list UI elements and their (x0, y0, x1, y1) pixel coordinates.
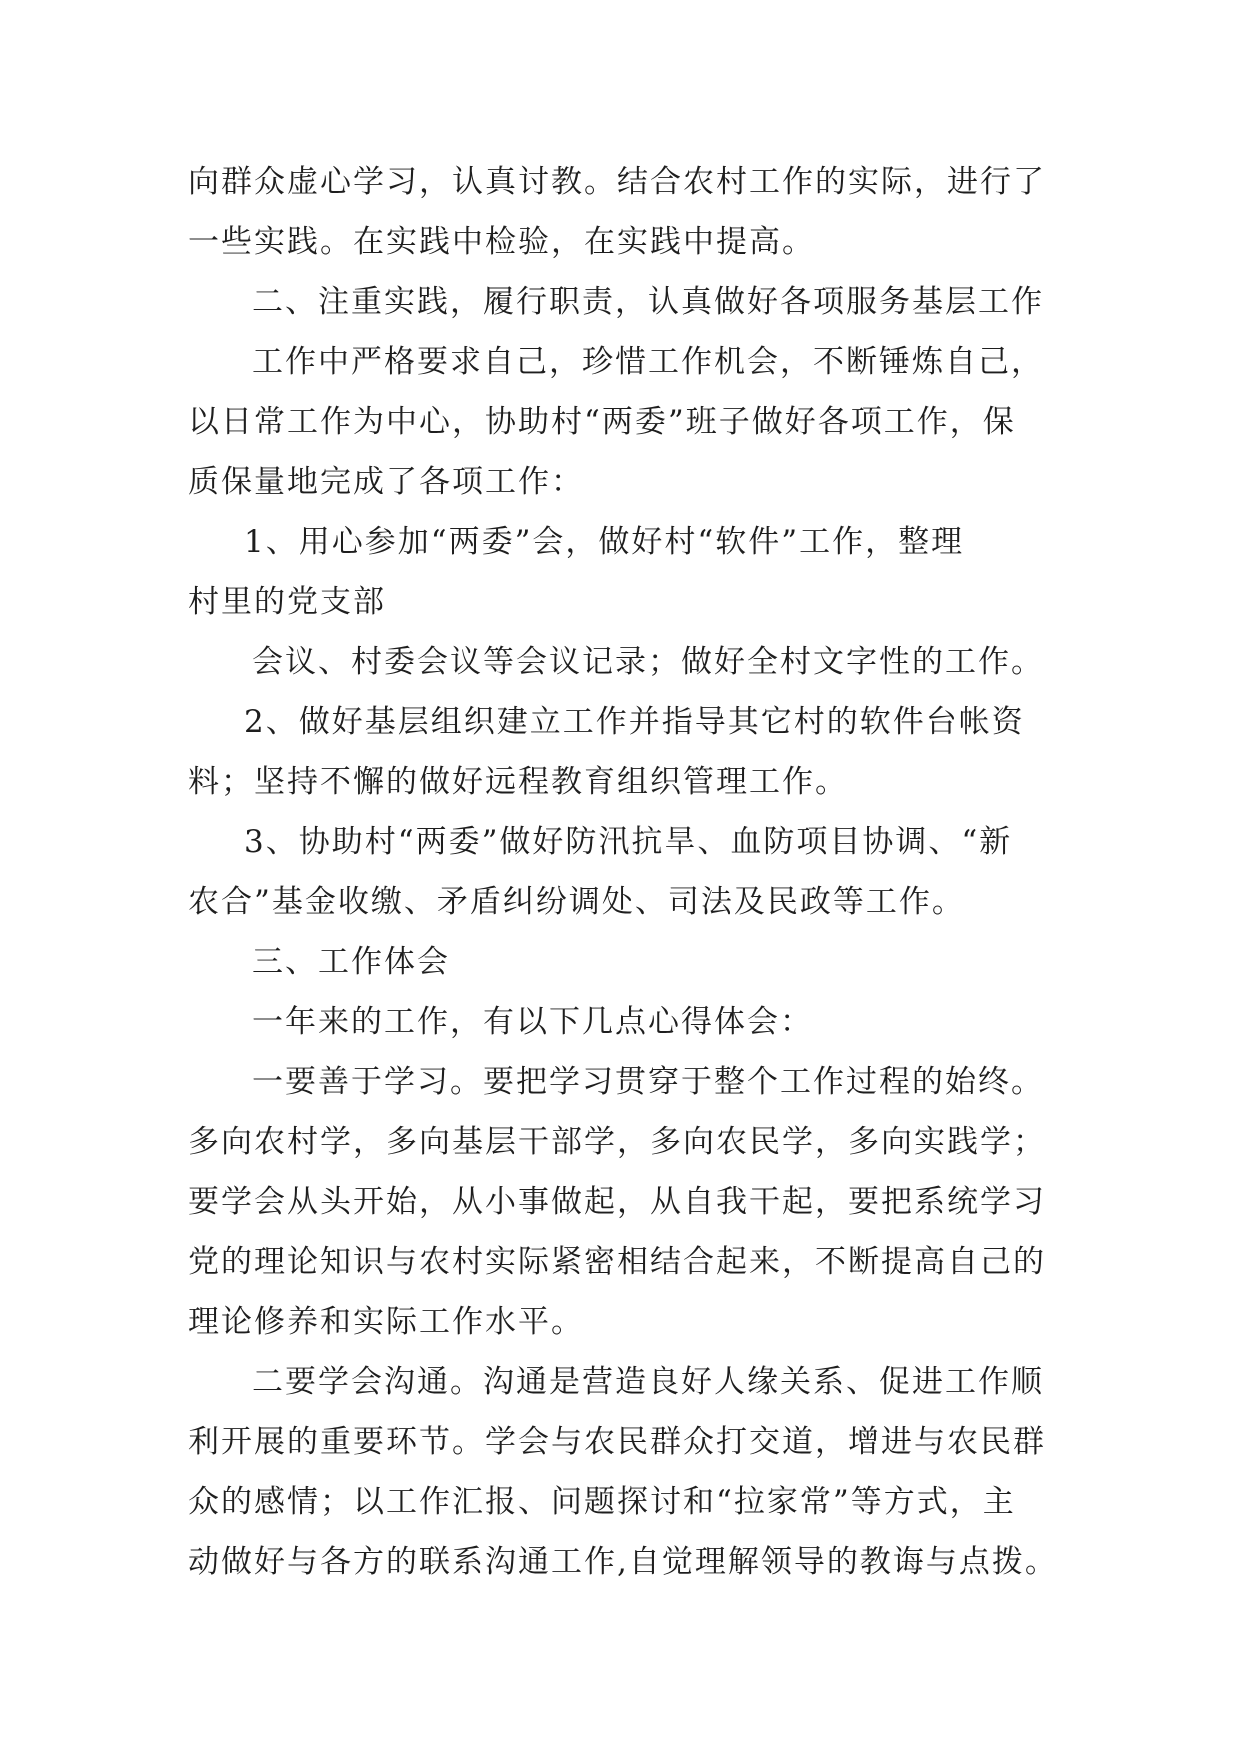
text-line: 向群众虚心学习，认真讨教。结合农村工作的实际，进行了 (188, 164, 1046, 200)
text-line: 农合”基金收缴、矛盾纠纷调处、司法及民政等工作。 (188, 884, 965, 920)
section-heading: 三、工作体会 (252, 944, 450, 980)
text-line: 村里的党支部 (188, 584, 386, 620)
text-line: 一年来的工作，有以下几点心得体会： (252, 1004, 813, 1040)
text-line: 以日常工作为中心，协助村“两委”班子做好各项工作，保 (188, 404, 1016, 440)
list-item-2: 2、做好基层组织建立工作并指导其它村的软件台帐资 (244, 704, 1025, 740)
text-line: 工作中严格要求自己，珍惜工作机会，不断锤炼自己， (252, 344, 1044, 380)
text-line: 党的理论知识与农村实际紧密相结合起来，不断提高自己的 (188, 1244, 1046, 1280)
text-line: 多向农村学，多向基层干部学，多向农民学，多向实践学； (188, 1124, 1046, 1160)
text-line: 动做好与各方的联系沟通工作,自觉理解领导的教诲与点拨。 (188, 1544, 1058, 1580)
text-line: 一些实践。在实践中检验，在实践中提高。 (188, 224, 815, 260)
text-line: 一要善于学习。要把学习贯穿于整个工作过程的始终。 (252, 1064, 1044, 1100)
text-line: 众的感情；以工作汇报、问题探讨和“拉家常”等方式，主 (188, 1484, 1016, 1520)
document-body (188, 152, 1068, 1592)
text-line: 要学会从头开始，从小事做起，从自我干起，要把系统学习 (188, 1184, 1046, 1220)
section-heading: 二、注重实践，履行职责，认真做好各项服务基层工作 (252, 284, 1044, 320)
text-line: 质保量地完成了各项工作： (188, 464, 584, 500)
text-line: 会议、村委会议等会议记录；做好全村文字性的工作。 (252, 644, 1044, 680)
text-line: 理论修养和实际工作水平。 (188, 1304, 584, 1340)
text-line: 利开展的重要环节。学会与农民群众打交道，增进与农民群 (188, 1424, 1046, 1460)
list-item-1: 1、用心参加“两委”会，做好村“软件”工作，整理 (244, 524, 965, 560)
text-line: 料；坚持不懈的做好远程教育组织管理工作。 (188, 764, 848, 800)
text-line: 二要学会沟通。沟通是营造良好人缘关系、促进工作顺 (252, 1364, 1044, 1400)
list-item-3: 3、协助村“两委”做好防汛抗旱、血防项目协调、“新 (244, 824, 1013, 860)
